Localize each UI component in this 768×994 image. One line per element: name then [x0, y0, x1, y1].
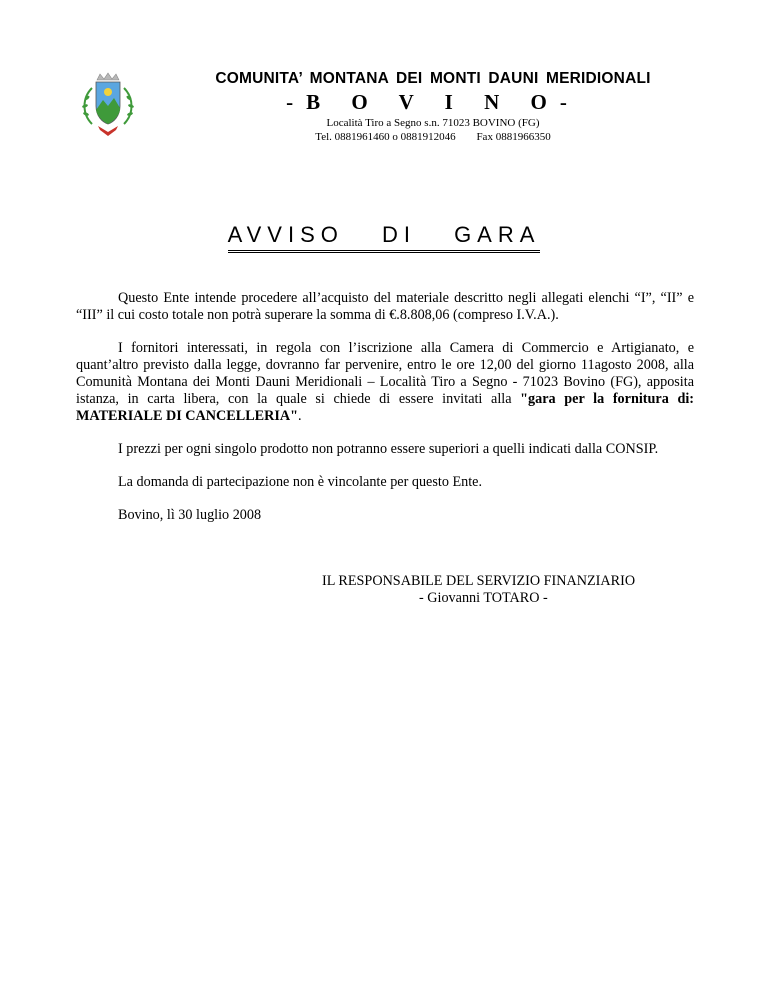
paragraph-suppliers-end: . [298, 408, 302, 424]
organization-address: Località Tiro a Segno s.n. 71023 BOVINO (FG) [326, 117, 540, 129]
organization-town: -B O V I N O- [286, 90, 580, 114]
notice-title: AVVISO DI GARA [228, 222, 541, 253]
signature-block [322, 573, 702, 607]
paragraph-suppliers-text: I fornitori interessati, in regola con l’iscrizione alla Camera di Commercio e Artigianato, e quant’altro previsto dalla legge, dovranno far pervenire, entro le ore 12,00 del giorno 11agosto 2008, alla Comunità Montana dei Monti Dauni Meridionali – Località Tiro a Segno - 71023 Bovino (FG), apposita istanza, in carta libera, con la quale si chiede di essere invitati alla [76, 340, 694, 407]
notice-body [76, 290, 694, 540]
organization-name: COMUNITA’ MONTANA DEI MONTI DAUNI MERIDIONALI [215, 70, 651, 87]
signatory-name: - Giovanni TOTARO - [419, 590, 548, 606]
paragraph-prices: I prezzi per ogni singolo prodotto non potranno essere superiori a quelli indicati dalla CONSIP. [118, 441, 659, 457]
tender-subject: "gara per la fornitura di: MATERIALE DI CANCELLERIA" [76, 391, 694, 424]
organization-contacts [170, 131, 696, 143]
fax-number: Fax 0881966350 [476, 131, 551, 143]
date-line: Bovino, lì 30 luglio 2008 [118, 507, 262, 523]
paragraph-non-binding: La domanda di partecipazione non è vincolante per questo Ente. [118, 474, 483, 490]
notice-title-container [0, 222, 768, 253]
telephone-numbers: Tel. 0881961460 o 0881912046 [315, 131, 456, 143]
paragraph-purchase: Questo Ente intende procedere all’acquisto del materiale descritto negli allegati elenchi “I”, “II” e “III” il cui costo totale non potrà superare la somma di €.8.808,06 (compreso I.V.A.). [76, 290, 694, 323]
paragraph-suppliers [76, 340, 694, 425]
letterhead [78, 70, 698, 180]
municipal-crest-icon [78, 70, 138, 140]
signatory-role: IL RESPONSABILE DEL SERVIZIO FINANZIARIO [322, 573, 636, 589]
